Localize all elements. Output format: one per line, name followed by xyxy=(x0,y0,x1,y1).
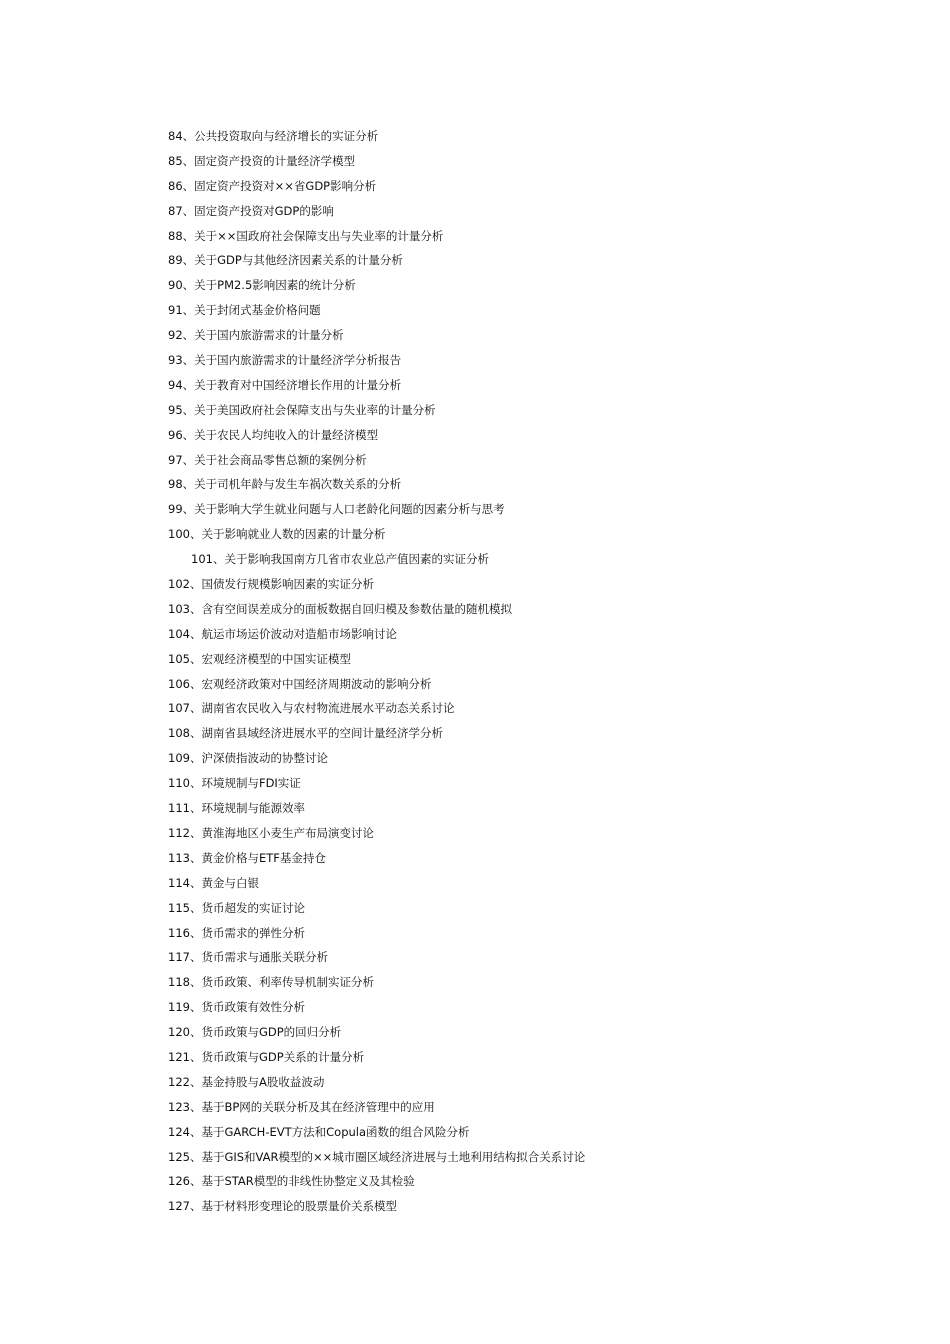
list-item: 86、固定资产投资对××省GDP影响分析 xyxy=(168,178,377,193)
list-item: 104、航运市场运价波动对造船市场影响讨论 xyxy=(168,626,397,641)
list-item: 88、关于××国政府社会保障支出与失业率的计量分析 xyxy=(168,228,444,243)
list-item: 117、货币需求与通胀关联分析 xyxy=(168,950,328,965)
list-item: 123、基于BP网的关联分析及其在经济管理中的应用 xyxy=(168,1099,435,1114)
list-item: 112、黄淮海地区小麦生产布局演变讨论 xyxy=(168,825,374,840)
list-item: 110、环境规制与FDI实证 xyxy=(168,776,301,791)
list-item: 97、关于社会商品零售总额的案例分析 xyxy=(168,452,367,467)
list-item: 99、关于影响大学生就业问题与人口老龄化问题的因素分析与思考 xyxy=(168,502,505,517)
list-item: 127、基于材料形变理论的股票量价关系模型 xyxy=(168,1199,397,1214)
list-item: 116、货币需求的弹性分析 xyxy=(168,925,305,940)
list-item: 107、湖南省农民收入与农村物流进展水平动态关系讨论 xyxy=(168,701,455,716)
list-item: 126、基于STAR模型的非线性协整定义及其检验 xyxy=(168,1174,415,1189)
list-item: 84、公共投资取向与经济增长的实证分析 xyxy=(168,129,379,143)
list-item: 101、关于影响我国南方几省市农业总产值因素的实证分析 xyxy=(191,552,489,567)
list-item: 91、关于封闭式基金价格问题 xyxy=(168,303,321,318)
list-item: 114、黄金与白银 xyxy=(168,875,259,890)
list-item: 113、黄金价格与ETF基金持仓 xyxy=(168,850,326,865)
list-item: 115、货币超发的实证讨论 xyxy=(168,900,305,915)
list-item: 108、湖南省县域经济进展水平的空间计量经济学分析 xyxy=(168,726,443,741)
list-item: 95、关于美国政府社会保障支出与失业率的计量分析 xyxy=(168,402,436,417)
list-item: 102、国债发行规模影响因素的实证分析 xyxy=(168,577,374,592)
list-item: 98、关于司机年龄与发生车祸次数关系的分析 xyxy=(168,477,402,492)
list-item: 122、基金持股与A股收益波动 xyxy=(168,1074,325,1089)
list-item: 120、货币政策与GDP的回归分析 xyxy=(168,1025,342,1040)
list-item: 121、货币政策与GDP关系的计量分析 xyxy=(168,1049,365,1064)
list-item: 85、固定资产投资的计量经济学模型 xyxy=(168,153,356,168)
list-item: 89、关于GDP与其他经济因素关系的计量分析 xyxy=(168,253,403,268)
list-item: 109、沪深债指波动的协整讨论 xyxy=(168,751,328,766)
list-item: 87、固定资产投资对GDP的影响 xyxy=(168,203,334,218)
list-item: 106、宏观经济政策对中国经济周期波动的影响分析 xyxy=(168,676,432,691)
list-item: 119、货币政策有效性分析 xyxy=(168,1000,305,1015)
list-item: 96、关于农民人均纯收入的计量经济模型 xyxy=(168,427,379,442)
topic-list xyxy=(168,126,585,1221)
list-item: 100、关于影响就业人数的因素的计量分析 xyxy=(168,527,386,542)
list-item: 90、关于PM2.5影响因素的统计分析 xyxy=(168,278,356,293)
list-item: 124、基于GARCH-EVT方法和Copula函数的组合风险分析 xyxy=(168,1124,470,1139)
list-item: 118、货币政策、利率传导机制实证分析 xyxy=(168,975,374,990)
list-item: 93、关于国内旅游需求的计量经济学分析报告 xyxy=(168,353,402,368)
list-item: 105、宏观经济模型的中国实证模型 xyxy=(168,651,351,666)
list-item: 94、关于教育对中国经济增长作用的计量分析 xyxy=(168,377,402,392)
list-item: 92、关于国内旅游需求的计量分析 xyxy=(168,328,344,343)
list-item: 125、基于GIS和VAR模型的××城市圈区域经济进展与土地利用结构拟合关系讨论 xyxy=(168,1149,586,1164)
list-item: 111、环境规制与能源效率 xyxy=(168,801,305,816)
list-item: 103、含有空间误差成分的面板数据自回归模及参数估量的随机模拟 xyxy=(168,601,512,616)
